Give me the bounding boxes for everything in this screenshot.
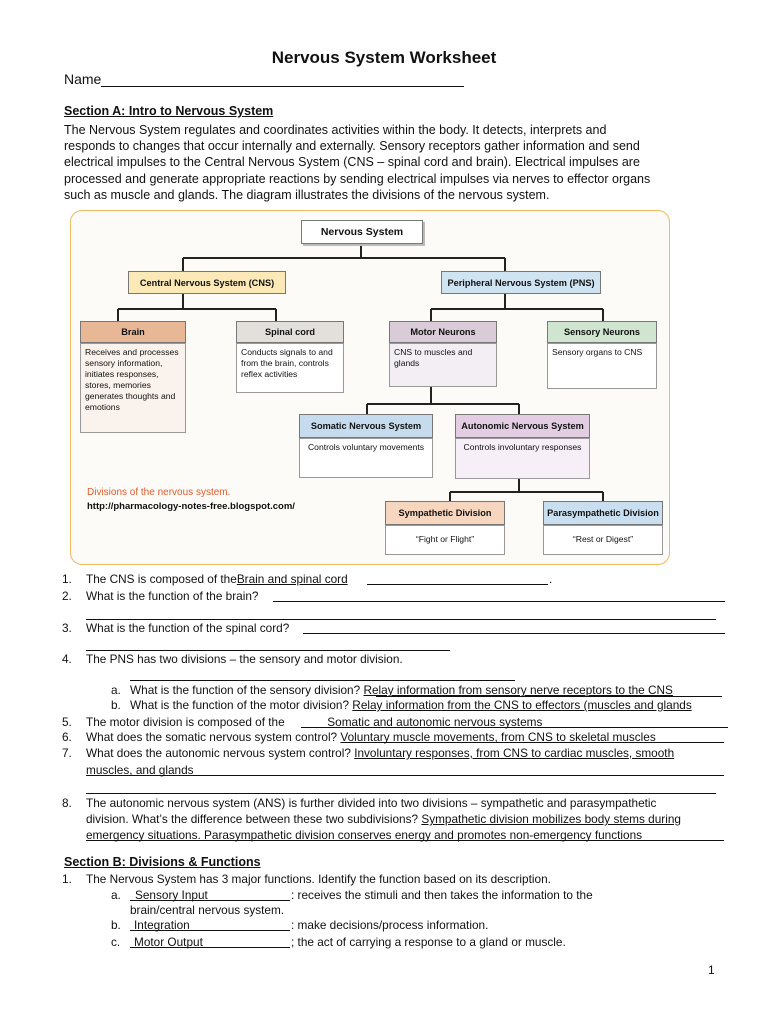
q2-answer-line[interactable] xyxy=(86,619,716,620)
q3-number: 3. xyxy=(62,621,72,635)
q4b-answer[interactable]: Relay information from the CNS to effectors (muscles and glands xyxy=(352,698,692,712)
ba-answer[interactable]: Sensory Input xyxy=(135,888,208,902)
parasympathetic-description: “Rest or Digest” xyxy=(543,525,663,555)
diagram-caption: Divisions of the nervous system. xyxy=(87,487,231,498)
q4a xyxy=(130,683,673,697)
name-label: Name xyxy=(64,71,102,87)
intro-line: The Nervous System regulates and coordinates activities within the body. It detects, interprets and xyxy=(64,123,607,137)
q1 xyxy=(86,572,348,586)
ba-number: a. xyxy=(111,888,121,902)
brain-description: Receives and processes sensory information, initiates responses, stores, memories generates thoughts and emotions xyxy=(80,343,186,433)
q6-answer[interactable]: Voluntary muscle movements, from CNS to skeletal muscles xyxy=(340,730,656,744)
node-brain: Brain xyxy=(80,321,186,343)
intro-line: responds to changes that occur internally and externally. Sensory receptors gather information and send xyxy=(64,139,640,154)
q8-answer-line2[interactable]: emergency situations. Parasympathetic division conserves energy and promotes non-emergency functions xyxy=(86,828,643,842)
q7 xyxy=(86,746,674,760)
name-blank[interactable] xyxy=(101,73,464,87)
q7-answer-line[interactable] xyxy=(86,775,724,776)
q8-answer-line[interactable] xyxy=(86,840,724,841)
node-spinal-cord: Spinal cord xyxy=(236,321,344,343)
bc-number: c. xyxy=(111,935,121,949)
q5-answer-line[interactable] xyxy=(301,727,728,728)
name-field[interactable] xyxy=(64,71,464,87)
q2-text: What is the function of the brain? xyxy=(86,589,259,603)
worksheet-title: Nervous System Worksheet xyxy=(271,48,497,67)
section-b-heading: Section B: Divisions & Functions xyxy=(64,855,261,869)
nervous-system-diagram xyxy=(70,210,670,565)
q7-answer[interactable]: Involuntary responses, from CNS to cardiac muscles, smooth xyxy=(354,746,675,760)
node-cns: Central Nervous System (CNS) xyxy=(128,271,286,294)
q4-answer-line[interactable] xyxy=(130,680,515,681)
intro-line: electrical impulses to the Central Nervous System (CNS – spinal cord and brain). Electrical impulses are xyxy=(64,155,640,170)
node-motor-neurons: Motor Neurons xyxy=(389,321,497,343)
q4-text: The PNS has two divisions – the sensory and motor division. xyxy=(86,652,403,666)
motor-description: CNS to muscles and glands xyxy=(389,343,497,387)
ba-answer-line[interactable] xyxy=(130,900,290,901)
q4-number: 4. xyxy=(62,652,72,666)
q4a-answer[interactable]: Relay information from sensory nerve receptors to the CNS xyxy=(363,683,673,697)
q1-text: The CNS is composed of the xyxy=(86,572,237,586)
q2-number: 2. xyxy=(62,589,72,603)
q1-number: 1. xyxy=(62,572,72,586)
q5-answer[interactable]: Somatic and autonomic nervous systems xyxy=(327,715,543,729)
q5-number: 5. xyxy=(62,715,72,729)
intro-paragraph xyxy=(64,122,724,203)
q6-number: 6. xyxy=(62,730,72,744)
q4b xyxy=(130,698,692,712)
node-sympathetic: Sympathetic Division xyxy=(385,501,505,525)
q2-answer-line[interactable] xyxy=(273,601,725,602)
spinal-cord-description: Conducts signals to and from the brain, controls reflex activities xyxy=(236,343,344,393)
q6-answer-line[interactable] xyxy=(358,742,724,743)
q3-text: What is the function of the spinal cord? xyxy=(86,621,290,635)
b1-text: The Nervous System has 3 major functions. Identify the function based on its description. xyxy=(86,872,551,886)
node-nervous-system: Nervous System xyxy=(301,220,423,244)
bb-number: b. xyxy=(111,918,121,932)
node-sensory-neurons: Sensory Neurons xyxy=(547,321,657,343)
ba-text-cont: brain/central nervous system. xyxy=(130,903,285,917)
intro-line: processed and generate appropriate reactions by sending electrical impulses via nerves to effector organs xyxy=(64,171,651,186)
q8-text: division. What’s the difference between these two subdivisions? xyxy=(86,812,419,826)
somatic-description: Controls voluntary movements xyxy=(299,438,433,478)
q7-answer-line[interactable] xyxy=(86,793,716,794)
q4a-number: a. xyxy=(111,683,121,697)
node-somatic: Somatic Nervous System xyxy=(299,414,433,438)
sensory-description: Sensory organs to CNS xyxy=(547,343,657,389)
q8-line1: The autonomic nervous system (ANS) is further divided into two divisions – sympathetic and parasympathetic xyxy=(86,796,657,810)
q7-answer-line2[interactable]: muscles, and glands xyxy=(86,763,194,777)
q3-answer-line[interactable] xyxy=(86,650,450,651)
q4b-number: b. xyxy=(111,698,121,712)
node-autonomic: Autonomic Nervous System xyxy=(455,414,590,438)
q8-line2 xyxy=(86,812,681,826)
q4a-answer-line[interactable] xyxy=(376,696,722,697)
q1-blank[interactable] xyxy=(367,584,548,585)
bc-answer[interactable]: Motor Output xyxy=(134,935,203,949)
node-pns: Peripheral Nervous System (PNS) xyxy=(441,271,601,294)
diagram-source-link[interactable]: http://pharmacology-notes-free.blogspot.com/ xyxy=(87,501,295,512)
q6-text: What does the somatic nervous system control? xyxy=(86,730,338,744)
bc-answer-line[interactable] xyxy=(130,947,290,948)
sympathetic-description: “Fight or Flight” xyxy=(385,525,505,555)
q5-text: The motor division is composed of the xyxy=(86,715,285,729)
bb-answer[interactable]: Integration xyxy=(134,918,190,932)
bb-text: : make decisions/process information. xyxy=(291,918,489,932)
q1-answer[interactable]: Brain and spinal cord xyxy=(236,572,348,586)
q7-text: What does the autonomic nervous system control? xyxy=(86,746,351,760)
q3-answer-line[interactable] xyxy=(303,633,725,634)
q8-answer[interactable]: Sympathetic division mobilizes body stems during xyxy=(421,812,681,826)
q4b-text: What is the function of the motor division? xyxy=(130,698,350,712)
bb-answer-line[interactable] xyxy=(130,930,290,931)
node-parasympathetic: Parasympathetic Division xyxy=(543,501,663,525)
q1-end: . xyxy=(549,572,553,586)
page-number: 1 xyxy=(708,963,715,977)
q7-number: 7. xyxy=(62,746,72,760)
bc-text: ; the act of carrying a response to a gland or muscle. xyxy=(291,935,566,949)
autonomic-description: Controls involuntary responses xyxy=(455,438,590,479)
q8-number: 8. xyxy=(62,796,72,810)
q4a-text: What is the function of the sensory division? xyxy=(130,683,361,697)
ba-text: : receives the stimuli and then takes the information to the xyxy=(291,888,593,902)
intro-line: such as muscle and glands. The diagram illustrates the divisions of the nervous system. xyxy=(64,187,550,202)
section-a-heading: Section A: Intro to Nervous System xyxy=(64,104,274,118)
b1-number: 1. xyxy=(62,872,72,886)
